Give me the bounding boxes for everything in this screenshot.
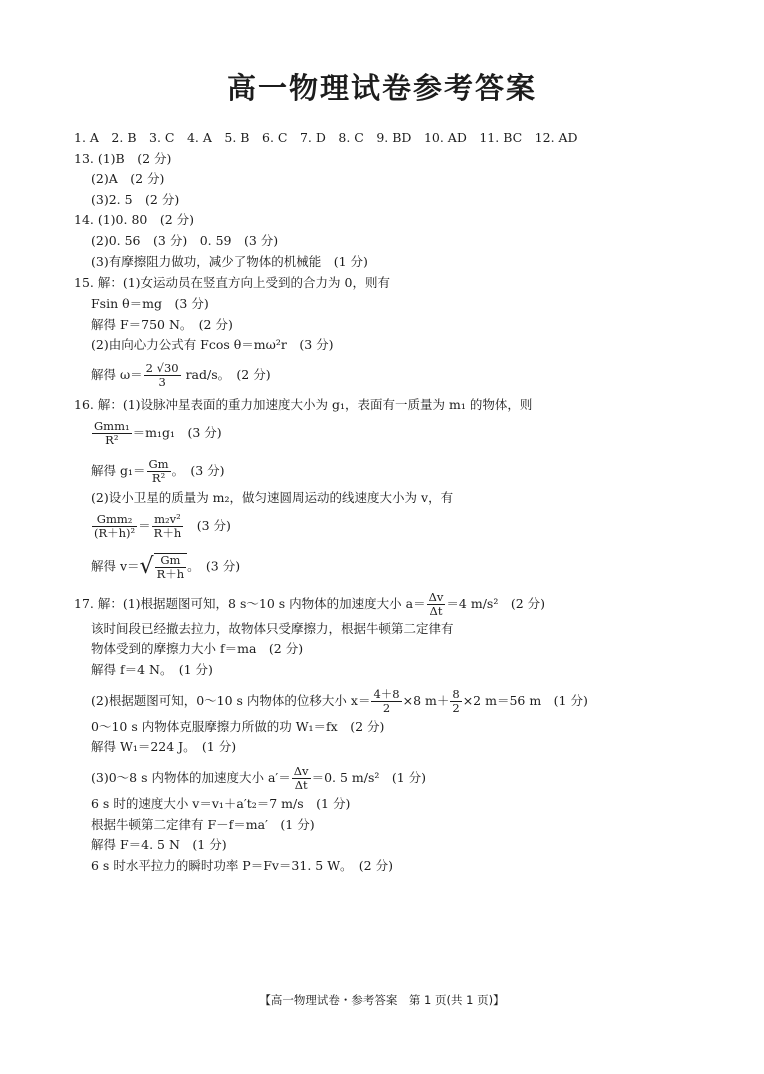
q17-line-11: 解得 F＝4. 5 N (1 分) <box>91 837 227 852</box>
q17-line-8 <box>91 765 426 792</box>
frac-den: 3 <box>158 375 166 389</box>
frac-num: Δv <box>428 590 444 604</box>
page-footer: 【高一物理试卷・参考答案 第 1 页(共 1 页)】 <box>259 993 505 1007</box>
choice-answers: 1. A 2. B 3. C 4. A 5. B 6. C 7. D 8. C 9. BD 10. AD 11. BC 12. AD <box>74 130 578 145</box>
frac-den: R＋h <box>153 526 182 540</box>
q13-line-3: (3)2. 5 (2 分) <box>91 192 180 207</box>
q16-l3-pre: 解得 g₁＝ <box>91 463 146 478</box>
q17-line-4: 解得 f＝4 N。 (1 分) <box>91 662 213 677</box>
q15-line-5 <box>91 362 271 389</box>
q16-line-5 <box>91 513 231 540</box>
frac-den: R² <box>151 471 166 485</box>
q16-l5-post: (3 分) <box>184 518 231 533</box>
q17-l1-post: ＝4 m/s² (2 分) <box>446 596 546 611</box>
frac-den: (R＋h)² <box>94 526 136 540</box>
frac-den: Δt <box>294 778 308 792</box>
q14-line-2: (2)0. 56 (3 分) 0. 59 (3 分) <box>91 233 279 248</box>
q17-l1-pre: 17. 解：(1)根据题图可知，8 s～10 s 内物体的加速度大小 a＝ <box>74 596 426 611</box>
q17-line-5 <box>91 688 588 715</box>
q16-l6-pre: 解得 v＝ <box>91 558 140 574</box>
q17-line-2: 该时间段已经撤去拉力，故物体只受摩擦力，根据牛顿第二定律有 <box>91 621 454 636</box>
q17-line-9: 6 s 时的速度大小 v＝v₁＋a′t₂＝7 m/s (1 分) <box>91 796 351 811</box>
displacement-fraction-1 <box>371 688 401 715</box>
frac-num: Gm <box>155 554 187 568</box>
q16-line-1: 16. 解：(1)设脉冲星表面的重力加速度大小为 g₁，表面有一质量为 m₁ 的物体，则 <box>74 397 533 412</box>
accel-fraction <box>427 591 446 618</box>
sqrt-body <box>154 553 188 581</box>
q17-l8-pre: (3)0～8 s 内物体的加速度大小 a′＝ <box>91 770 291 785</box>
frac-num: Δv <box>293 764 309 778</box>
q17-l8-post: ＝0. 5 m/s² (1 分) <box>311 770 427 785</box>
frac-num: Gm <box>148 457 169 471</box>
frac-num: Gmm₂ <box>92 513 137 527</box>
q14-line-1: 14. (1)0. 80 (2 分) <box>74 212 195 227</box>
q15-line-3: 解得 F＝750 N。 (2 分) <box>91 317 233 332</box>
page-title: 高一物理试卷参考答案 <box>226 71 537 105</box>
frac-num: m₂v² <box>152 513 184 527</box>
q16-l2-post: ＝m₁g₁ (3 分) <box>132 425 222 440</box>
q16-line-4: (2)设小卫星的质量为 m₂，做匀速圆周运动的线速度大小为 v，有 <box>91 490 454 505</box>
omega-fraction <box>144 362 181 389</box>
q17-l5-mid: ×8 m＋ <box>402 693 450 708</box>
q14-line-3: (3)有摩擦阻力做功，减少了物体的机械能 (1 分) <box>91 254 368 269</box>
q16-line-6 <box>91 553 240 581</box>
q17-line-7: 解得 W₁＝224 J。 (1 分) <box>91 739 237 754</box>
q17-line-12: 6 s 时水平拉力的瞬时功率 P＝Fv＝31. 5 W。 (2 分) <box>91 858 393 873</box>
frac-den: Δt <box>429 604 443 618</box>
q13-line-1: 13. (1)B (2 分) <box>74 151 172 166</box>
accel-fraction-2 <box>292 765 311 792</box>
displacement-fraction-2 <box>450 688 461 715</box>
velocity-fraction <box>155 554 187 581</box>
q16-line-3 <box>91 458 225 485</box>
centripetal-fraction <box>152 513 184 540</box>
gravity-fraction <box>92 420 132 447</box>
frac-num: 4＋8 <box>373 687 400 701</box>
q13-line-2: (2)A (2 分) <box>91 171 165 186</box>
q16-l6-post: 。 (3 分) <box>187 558 241 574</box>
frac-num: 8 <box>452 687 460 701</box>
frac-num: 2 √30 <box>145 361 179 375</box>
frac-num: Gmm₁ <box>94 419 130 433</box>
q16-eq-sign: ＝ <box>138 518 151 533</box>
q15-line-4: (2)由向心力公式有 Fcos θ＝mω²r (3 分) <box>91 337 334 352</box>
q16-line-2 <box>91 420 222 447</box>
q17-l5-post: ×2 m＝56 m (1 分) <box>462 693 588 708</box>
q16-l3-post: 。 (3 分) <box>171 463 225 478</box>
satellite-gravity-fraction <box>92 513 137 540</box>
q15-eq-1: Fsin θ＝mg <box>91 296 162 311</box>
sqrt-icon: √ <box>139 554 154 579</box>
frac-den: R＋h <box>156 567 185 581</box>
q17-line-3: 物体受到的摩擦力大小 f＝ma (2 分) <box>91 641 304 656</box>
frac-den: 2 <box>452 701 460 715</box>
q15-score-1: (3 分) <box>174 296 209 311</box>
g1-fraction <box>147 458 171 485</box>
q17-line-1 <box>74 591 545 618</box>
frac-den: R² <box>105 433 119 447</box>
q15-line-1: 15. 解：(1)女运动员在竖直方向上受到的合力为 0，则有 <box>74 275 390 290</box>
q17-l5-pre: (2)根据题图可知，0～10 s 内物体的位移大小 x＝ <box>91 693 371 708</box>
q15-l5-post: rad/s。 (2 分) <box>181 367 271 382</box>
frac-den: 2 <box>382 701 391 715</box>
q17-line-6: 0～10 s 内物体克服摩擦力所做的功 W₁＝fx (2 分) <box>91 719 385 734</box>
q15-l5-pre: 解得 ω＝ <box>91 367 143 382</box>
q17-line-10: 根据牛顿第二定律有 F－f＝ma′ (1 分) <box>91 817 315 832</box>
q15-line-2 <box>91 296 209 312</box>
